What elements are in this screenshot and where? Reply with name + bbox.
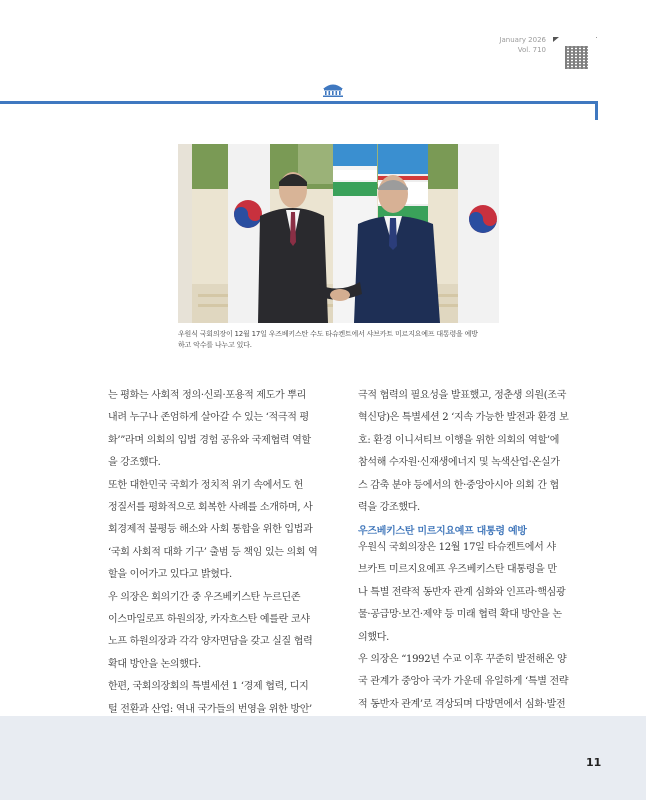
article-line: 우 의장은 회의기간 중 우즈베키스탄 누르딘존 (108, 591, 301, 603)
issue-volume: Vol. 710 (517, 46, 546, 54)
article-column-left (108, 385, 330, 766)
marker-dot (596, 37, 597, 38)
article-line: 는 평화는 사회적 정의·신뢰·포용적 제도가 뿌리 (108, 390, 306, 401)
issue-date: January 2026 (499, 36, 546, 44)
meeting-photo (178, 144, 499, 323)
article-line: 브카트 미르지요예프 우즈베키스탄 대통령을 만 (358, 564, 557, 576)
header-rule (0, 101, 598, 104)
header-rule-end (595, 101, 598, 120)
photo-caption-line: 우원식 국회의장이 12월 17일 우즈베키스탄 수도 타슈켄트에서 샤브카트 미르지요예프 대통령을 예방 (178, 330, 478, 338)
article-line: 의했다. (358, 631, 389, 643)
article-line: 스 감축 분야 등에서의 한·중앙아시아 의회 간 협 (358, 479, 559, 491)
photo-caption-line: 하고 악수를 나누고 있다. (178, 341, 252, 349)
flag-icon (553, 37, 559, 42)
article-line: 호: 환경 이니셔티브 이행을 위한 의회의 역할’에 (358, 434, 560, 446)
article-column-right-bottom (358, 537, 580, 739)
article-line: 이스마일로프 하원의장, 카자흐스탄 예를란 코샤 (108, 614, 310, 626)
article-line: 정질서를 평화적으로 회복한 사례를 소개하며, 사 (108, 502, 313, 514)
article-line: 또한 대한민국 국회가 정치적 위기 속에서도 헌 (108, 479, 304, 491)
article-line: 우원식 국회의장은 12월 17일 타슈켄트에서 샤 (358, 542, 556, 553)
article-line: 확대 방안을 논의했다. (108, 658, 201, 670)
article-line: 털 전환과 산업: 역내 국가들의 번영을 위한 방안’ (108, 703, 312, 715)
photo-caption (178, 329, 508, 351)
meeting-photo-illustration (178, 144, 499, 323)
footer-band (0, 716, 646, 800)
article-line: 적 동반자 관계’로 격상되며 다방면에서 심화·발전 (358, 698, 566, 710)
article-line: 우 의장은 “1992년 수교 이후 꾸준히 발전해온 양 (358, 654, 567, 666)
article-line: 극적 협력의 필요성을 발표했고, 정춘생 의원(조국 (358, 390, 567, 401)
issue-info (490, 35, 546, 55)
article-line: 혁신당)은 특별세션 2 ‘지속 가능한 발전과 환경 보 (358, 412, 569, 424)
article-line: 회경제적 불평등 해소와 사회 통합을 위한 입법과 (108, 524, 313, 536)
section-subheading: 우즈베키스탄 미르지요예프 대통령 예방 (358, 526, 527, 537)
article-line: 노프 하원의장과 각각 양자면담을 갖고 실질 협력 (108, 636, 313, 648)
article-line: 물·공급망·보건·제약 등 미래 협력 확대 방안을 논 (358, 609, 562, 621)
article-column-right-top (358, 385, 580, 519)
article-line: 나 특별 전략적 동반자 관계 심화와 인프라·핵심광 (358, 586, 566, 598)
article-line: 화’”라며 의회의 입법 경험 공유와 국제협력 역할 (108, 434, 311, 446)
page-number: 11 (586, 756, 602, 769)
article-line: 국 관계가 중앙아 국가 가운데 유일하게 ‘특별 전략 (358, 676, 569, 688)
article-line: 내려 누구나 존엄하게 살아갈 수 있는 ‘적극적 평 (108, 412, 309, 424)
article-line: 을 강조했다. (108, 457, 161, 469)
article-line: 력을 강조했다. (358, 502, 420, 514)
article-line: 참석해 수자원·신재생에너지 및 녹색산업·온실가 (358, 457, 560, 469)
article-line: ‘국회 사회적 대화 기구’ 출범 등 책임 있는 의회 역 (108, 546, 318, 558)
article-line: 할을 이어가고 있다고 밝혔다. (108, 569, 232, 581)
article-line: 한편, 국회의장회의 특별세션 1 ‘경제 협력, 디지 (108, 681, 309, 693)
national-assembly-emblem-icon (320, 80, 346, 98)
qr-code-icon[interactable] (565, 46, 588, 69)
